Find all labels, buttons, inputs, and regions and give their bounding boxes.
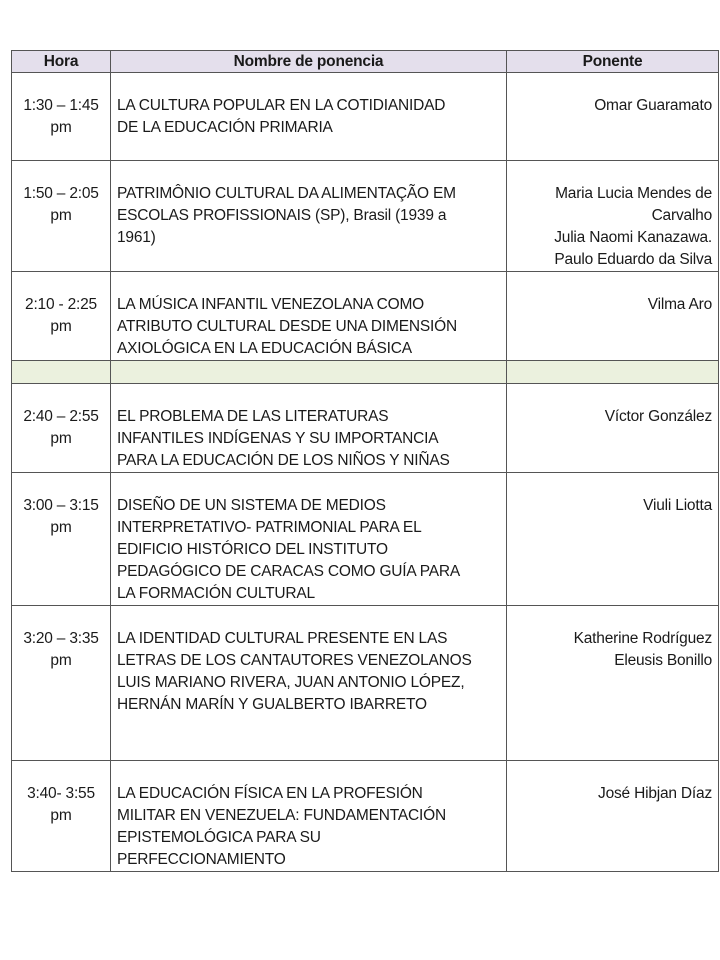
header-row	[12, 51, 719, 73]
ponencia-title-line: AXIOLÓGICA EN LA EDUCACIÓN BÁSICA	[117, 340, 412, 357]
hora-time: 1:30 – 1:45	[23, 97, 99, 114]
ponencia-title	[111, 73, 507, 161]
ponencia-title-line: LETRAS DE LOS CANTAUTORES VENEZOLANOS	[117, 652, 472, 669]
hora-suffix: pm	[50, 318, 72, 335]
hora-cell	[12, 606, 111, 761]
table-row	[12, 384, 719, 473]
ponente-name: Paulo Eduardo da Silva	[554, 251, 712, 268]
ponencia-title-line: DISEÑO DE UN SISTEMA DE MEDIOS	[117, 497, 386, 514]
header-nombre-ponencia: Nombre de ponencia	[111, 51, 507, 73]
hora-time: 1:50 – 2:05	[23, 185, 99, 202]
schedule-table	[11, 50, 719, 872]
ponencia-title-line: LUIS MARIANO RIVERA, JUAN ANTONIO LÓPEZ,	[117, 674, 465, 691]
ponencia-title-line: ESCOLAS PROFISSIONAIS (SP), Brasil (1939 a	[117, 207, 447, 224]
hora-cell	[12, 272, 111, 361]
ponente-cell	[507, 272, 719, 361]
ponente-name: Carvalho	[651, 207, 712, 224]
ponente-cell	[507, 73, 719, 161]
ponencia-title	[111, 161, 507, 272]
ponencia-title-line: ATRIBUTO CULTURAL DESDE UNA DIMENSIÓN	[117, 318, 457, 335]
break-cell	[12, 361, 111, 384]
ponente-name: Maria Lucia Mendes de	[555, 185, 712, 202]
hora-time: 3:00 – 3:15	[23, 497, 99, 514]
ponencia-title-line: PARA LA EDUCACIÓN DE LOS NIÑOS Y NIÑAS	[117, 452, 450, 469]
ponente-name: Eleusis Bonillo	[614, 652, 712, 669]
ponencia-title-line: PERFECCIONAMIENTO	[117, 851, 286, 868]
ponente-cell	[507, 384, 719, 473]
ponente-name: Víctor González	[604, 408, 712, 425]
ponencia-title-line: LA IDENTIDAD CULTURAL PRESENTE EN LAS	[117, 630, 448, 647]
hora-cell	[12, 761, 111, 872]
hora-suffix: pm	[50, 519, 72, 536]
ponente-name: Katherine Rodríguez	[573, 630, 712, 647]
ponencia-title-line: INTERPRETATIVO- PATRIMONIAL PARA EL	[117, 519, 422, 536]
ponencia-title-line: LA CULTURA POPULAR EN LA COTIDIANIDAD	[117, 97, 446, 114]
ponente-cell	[507, 473, 719, 606]
hora-suffix: pm	[50, 119, 72, 136]
ponencia-title-line: INFANTILES INDÍGENAS Y SU IMPORTANCIA	[117, 430, 439, 447]
ponencia-title	[111, 761, 507, 872]
table-row	[12, 73, 719, 161]
ponencia-title-line: LA FORMACIÓN CULTURAL	[117, 585, 315, 602]
hora-cell	[12, 73, 111, 161]
table-row	[12, 761, 719, 872]
hora-cell	[12, 473, 111, 606]
ponencia-title	[111, 473, 507, 606]
hora-suffix: pm	[50, 807, 72, 824]
ponente-cell	[507, 761, 719, 872]
ponencia-title-line: LA EDUCACIÓN FÍSICA EN LA PROFESIÓN	[117, 785, 423, 802]
table-row	[12, 473, 719, 606]
ponente-cell	[507, 161, 719, 272]
break-cell	[507, 361, 719, 384]
ponencia-title-line: HERNÁN MARÍN Y GUALBERTO IBARRETO	[117, 696, 427, 713]
ponencia-title-line: PEDAGÓGICO DE CARACAS COMO GUÍA PARA	[117, 563, 461, 580]
table-row	[12, 272, 719, 361]
hora-time: 2:40 – 2:55	[23, 408, 99, 425]
hora-time: 3:20 – 3:35	[23, 630, 99, 647]
ponencia-title	[111, 272, 507, 361]
ponente-name: José Hibjan Díaz	[598, 785, 712, 802]
ponencia-title-line: PATRIMÔNIO CULTURAL DA ALIMENTAÇÃO EM	[117, 185, 456, 202]
ponente-name: Julia Naomi Kanazawa.	[554, 229, 712, 246]
header-hora: Hora	[12, 51, 111, 73]
ponente-name: Viuli Liotta	[643, 497, 712, 514]
break-cell	[111, 361, 507, 384]
break-row	[12, 361, 719, 384]
ponencia-title	[111, 384, 507, 473]
ponencia-title	[111, 606, 507, 761]
hora-suffix: pm	[50, 652, 72, 669]
ponente-name: Omar Guaramato	[594, 97, 712, 114]
ponencia-title-line: MILITAR EN VENEZUELA: FUNDAMENTACIÓN	[117, 807, 446, 824]
hora-suffix: pm	[50, 430, 72, 447]
ponencia-title-line: LA MÚSICA INFANTIL VENEZOLANA COMO	[117, 296, 425, 313]
hora-cell	[12, 384, 111, 473]
table-row	[12, 606, 719, 761]
ponencia-title-line: EL PROBLEMA DE LAS LITERATURAS	[117, 408, 389, 425]
ponencia-title-line: EDIFICIO HISTÓRICO DEL INSTITUTO	[117, 541, 388, 558]
ponencia-title-line: EPISTEMOLÓGICA PARA SU	[117, 829, 321, 846]
hora-time: 2:10 - 2:25	[25, 296, 97, 313]
hora-cell	[12, 161, 111, 272]
ponencia-title-line: DE LA EDUCACIÓN PRIMARIA	[117, 119, 333, 136]
ponente-cell	[507, 606, 719, 761]
ponente-name: Vilma Aro	[647, 296, 712, 313]
ponencia-title-line: 1961)	[117, 229, 156, 246]
hora-time: 3:40- 3:55	[27, 785, 95, 802]
table-row	[12, 161, 719, 272]
hora-suffix: pm	[50, 207, 72, 224]
header-ponente: Ponente	[507, 51, 719, 73]
